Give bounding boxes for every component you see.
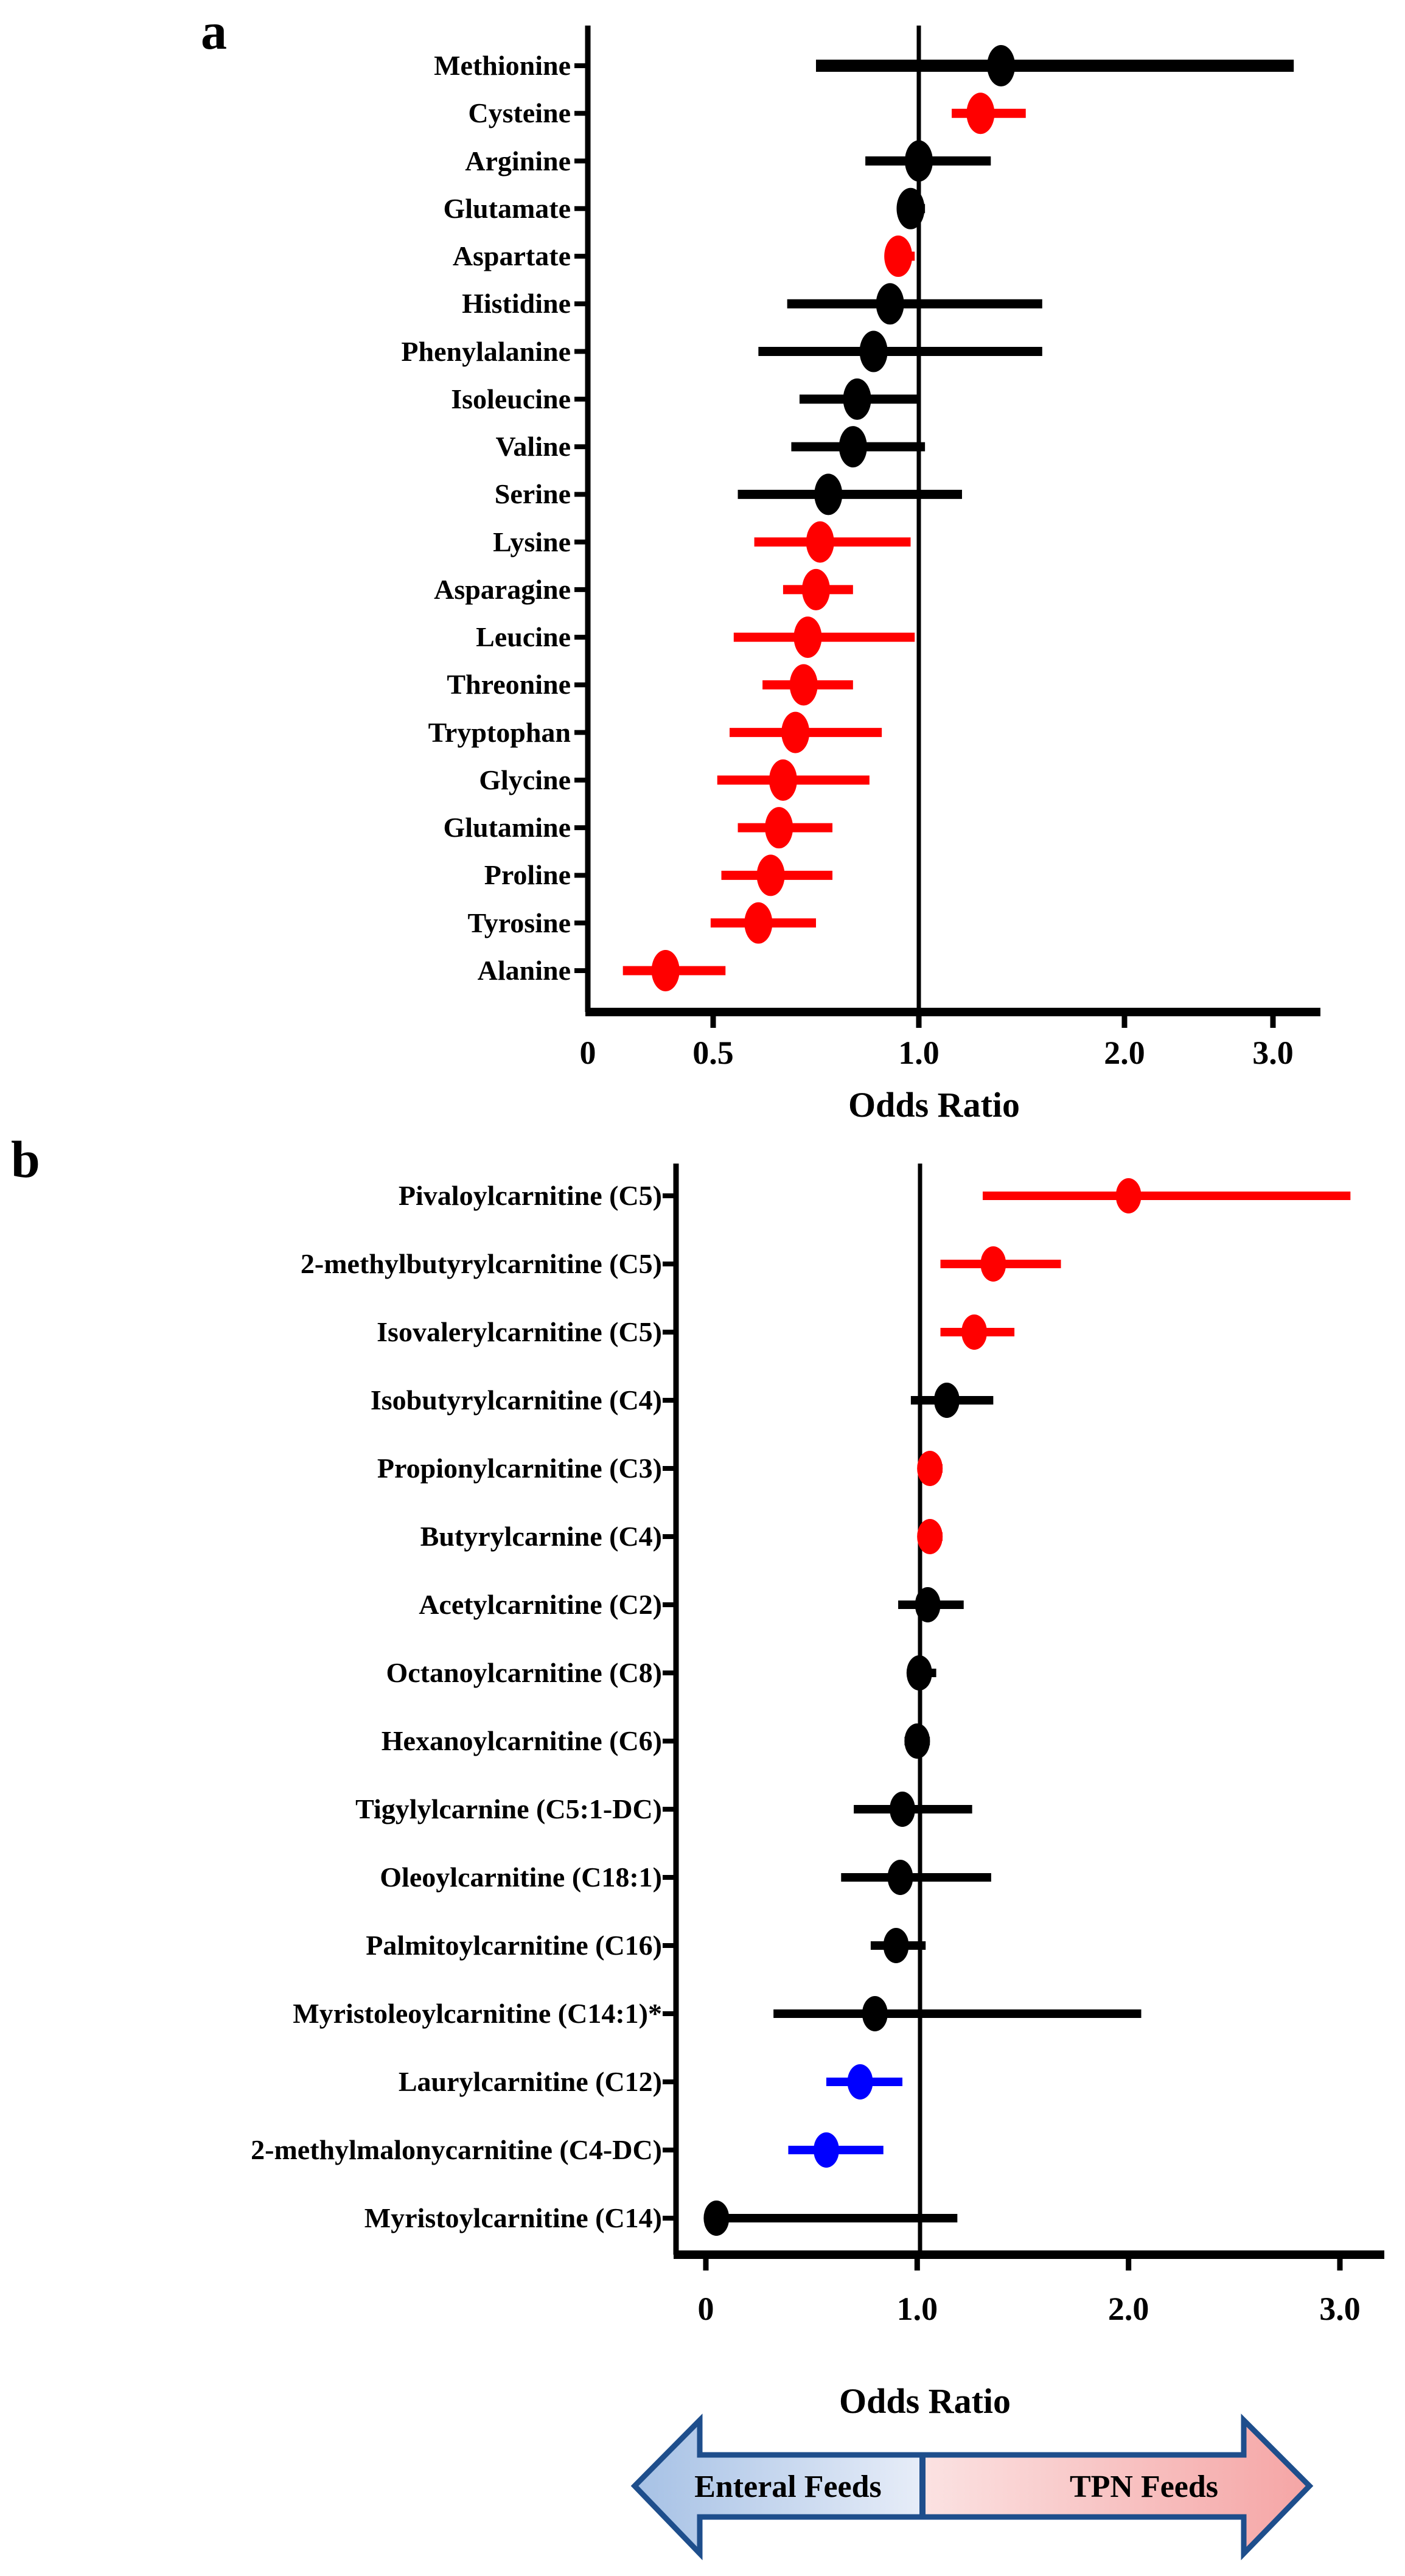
row-label: Alanine [477, 954, 571, 986]
axis-tick-label: 3.0 [1252, 1035, 1294, 1071]
panel-letter-b: b [11, 1130, 40, 1189]
axis-tick-label: 0.5 [692, 1035, 734, 1071]
row-label: Leucine [476, 621, 571, 653]
axis-tick-label: 3.0 [1319, 2291, 1361, 2327]
row-label: Cysteine [468, 97, 571, 129]
row-label: 2-methylmalonycarnitine (C4-DC) [251, 2134, 662, 2165]
enteral-feeds-label: Enteral Feeds [694, 2470, 882, 2504]
row-label: Histidine [462, 288, 571, 319]
axis-tick-label: 0 [697, 2291, 714, 2327]
row-label: Phenylalanine [401, 335, 571, 367]
row-label: Hexanoylcarnitine (C6) [381, 1725, 662, 1756]
axis-tick-label: 2.0 [1107, 2291, 1149, 2327]
row-label: Tigylylcarnine (C5:1-DC) [355, 1793, 662, 1824]
row-label: Butyrylcarnine (C4) [420, 1521, 662, 1552]
row-label: Myristoylcarnitine (C14) [364, 2202, 662, 2233]
row-label: Asparagine [434, 573, 571, 605]
row-label: 2-methylbutyrylcarnitine (C5) [300, 1248, 662, 1279]
row-label: Isobutyrylcarnitine (C4) [370, 1384, 662, 1415]
row-label: Myristoleoylcarnitine (C14:1)* [293, 1998, 662, 2029]
x-axis-title-a: Odds Ratio [848, 1085, 1020, 1125]
row-label: Laurylcarnitine (C12) [398, 2066, 662, 2097]
row-label: Palmitoylcarnitine (C16) [366, 1930, 662, 1961]
row-label: Acetylcarnitine (C2) [419, 1589, 662, 1620]
row-label: Isoleucine [451, 383, 571, 414]
row-label: Aspartate [452, 240, 571, 272]
row-label: Serine [494, 478, 571, 510]
axis-tick-label: 0 [579, 1035, 596, 1071]
row-label: Octanoylcarnitine (C8) [386, 1657, 662, 1688]
tpn-feeds-label: TPN Feeds [1069, 2470, 1219, 2504]
row-label: Proline [484, 859, 571, 891]
x-axis-title-b: Odds Ratio [838, 2381, 1011, 2421]
row-label: Glycine [479, 764, 571, 795]
row-label: Isovalerylcarnitine (C5) [377, 1316, 662, 1347]
row-label: Propionylcarnitine (C3) [377, 1453, 662, 1484]
axis-tick-label: 2.0 [1104, 1035, 1145, 1071]
row-label: Tyrosine [467, 907, 571, 938]
row-label: Tryptophan [428, 716, 571, 748]
panel-letter-a: a [201, 2, 227, 60]
row-label: Threonine [447, 669, 571, 700]
row-label: Pivaloylcarnitine (C5) [398, 1180, 662, 1211]
axis-tick-label: 1.0 [898, 1035, 940, 1071]
row-label: Glutamate [443, 192, 571, 224]
axis-tick-label: 1.0 [896, 2291, 938, 2327]
row-label: Oleoylcarnitine (C18:1) [380, 1862, 662, 1893]
row-label: Lysine [493, 526, 571, 557]
row-label: Glutamine [443, 812, 571, 843]
row-label: Methionine [434, 50, 571, 81]
row-label: Valine [495, 431, 571, 462]
row-label: Arginine [465, 145, 571, 176]
